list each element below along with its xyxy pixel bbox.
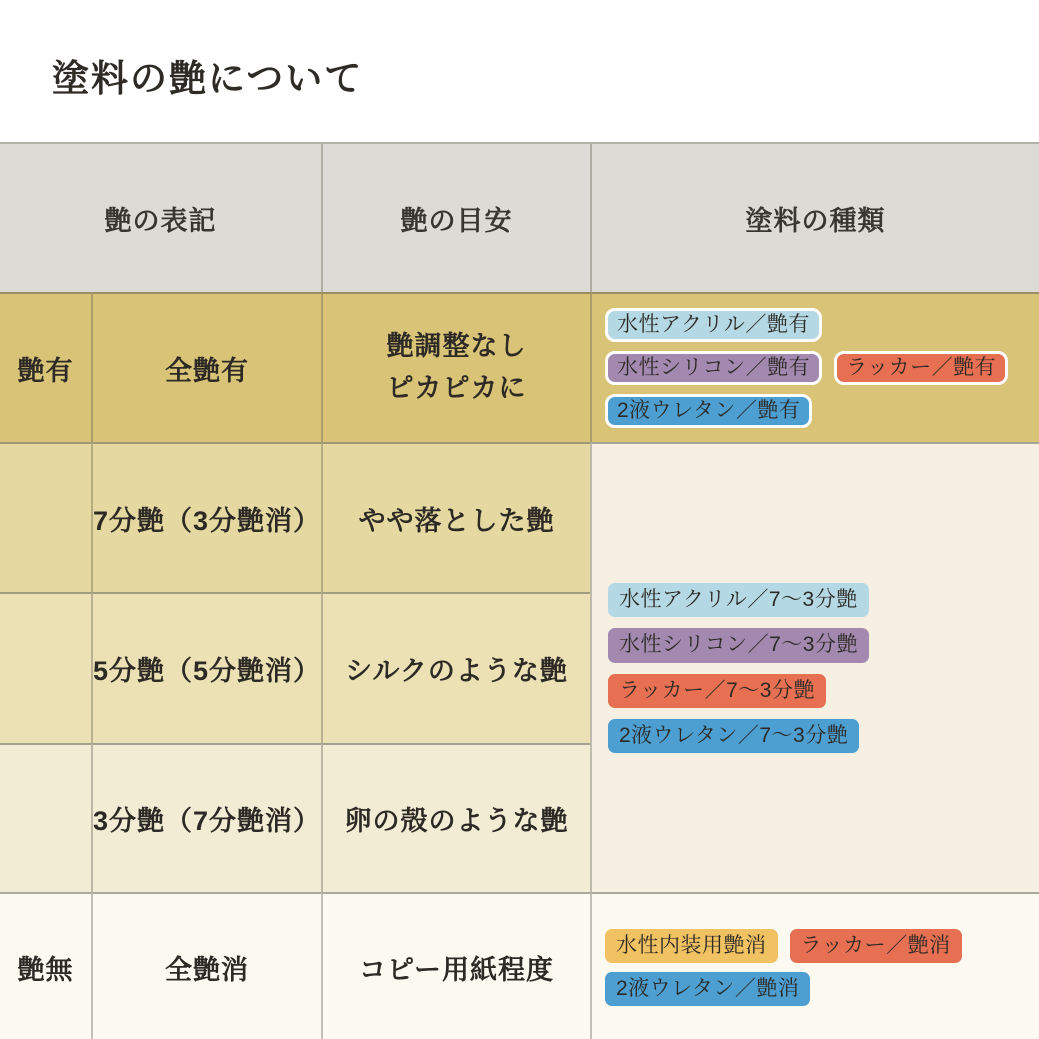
cell-paints-matte — [590, 892, 1039, 1039]
cell-guide-3bu: 卵の殻のような艶 — [321, 743, 590, 892]
paint-type-tag: 水性アクリル／艶有 — [605, 308, 822, 342]
cell-paints-full-gloss — [590, 292, 1039, 442]
header-col-paints: 塗料の種類 — [590, 144, 1039, 292]
paint-type-tag: 水性シリコン／艶有 — [605, 351, 822, 385]
guide-line-2: ピカピカに — [386, 373, 527, 403]
cell-category-full-gloss: 艶有 — [0, 292, 91, 442]
guide-line-1: 艶調整なし — [386, 331, 527, 362]
paint-type-tag: ラッカー／艶有 — [834, 351, 1008, 385]
paint-type-tag: 水性アクリル／7～3分艶 — [608, 583, 869, 617]
paint-type-tag: 水性内装用艶消 — [605, 929, 778, 963]
cell-guide-5bu: シルクのような艶 — [321, 592, 590, 743]
paint-type-tag: ラッカー／7～3分艶 — [608, 674, 826, 708]
cell-category-matte: 艶無 — [0, 892, 91, 1039]
header-col-notation: 艶の表記 — [0, 144, 321, 292]
cell-notation-7bu: 7分艶（3分艶消） — [91, 442, 321, 592]
cell-notation-5bu: 5分艶（5分艶消） — [91, 592, 321, 743]
header-col-guide: 艶の目安 — [321, 144, 590, 292]
cell-notation-3bu: 3分艶（7分艶消） — [91, 743, 321, 892]
page-title: 塗料の艶について — [52, 58, 364, 99]
paint-type-tag: 2液ウレタン／7～3分艶 — [608, 719, 859, 753]
paint-type-tag: 2液ウレタン／艶消 — [605, 972, 810, 1006]
cell-guide-full-gloss — [321, 292, 590, 442]
cell-category-empty-7bu — [0, 442, 91, 592]
cell-category-empty-5bu — [0, 592, 91, 743]
cell-notation-matte: 全艶消 — [91, 892, 321, 1039]
cell-notation-full-gloss: 全艶有 — [91, 292, 321, 442]
cell-category-empty-3bu — [0, 743, 91, 892]
paint-type-tag: 水性シリコン／7～3分艶 — [608, 628, 869, 662]
gloss-table — [0, 142, 1039, 1039]
paint-type-tag: 2液ウレタン／艶有 — [605, 394, 812, 428]
cell-guide-matte: コピー用紙程度 — [321, 892, 590, 1039]
paint-type-tag: ラッカー／艶消 — [790, 929, 962, 963]
cell-guide-7bu: やや落とした艶 — [321, 442, 590, 592]
cell-paints-7to3 — [590, 442, 1039, 892]
